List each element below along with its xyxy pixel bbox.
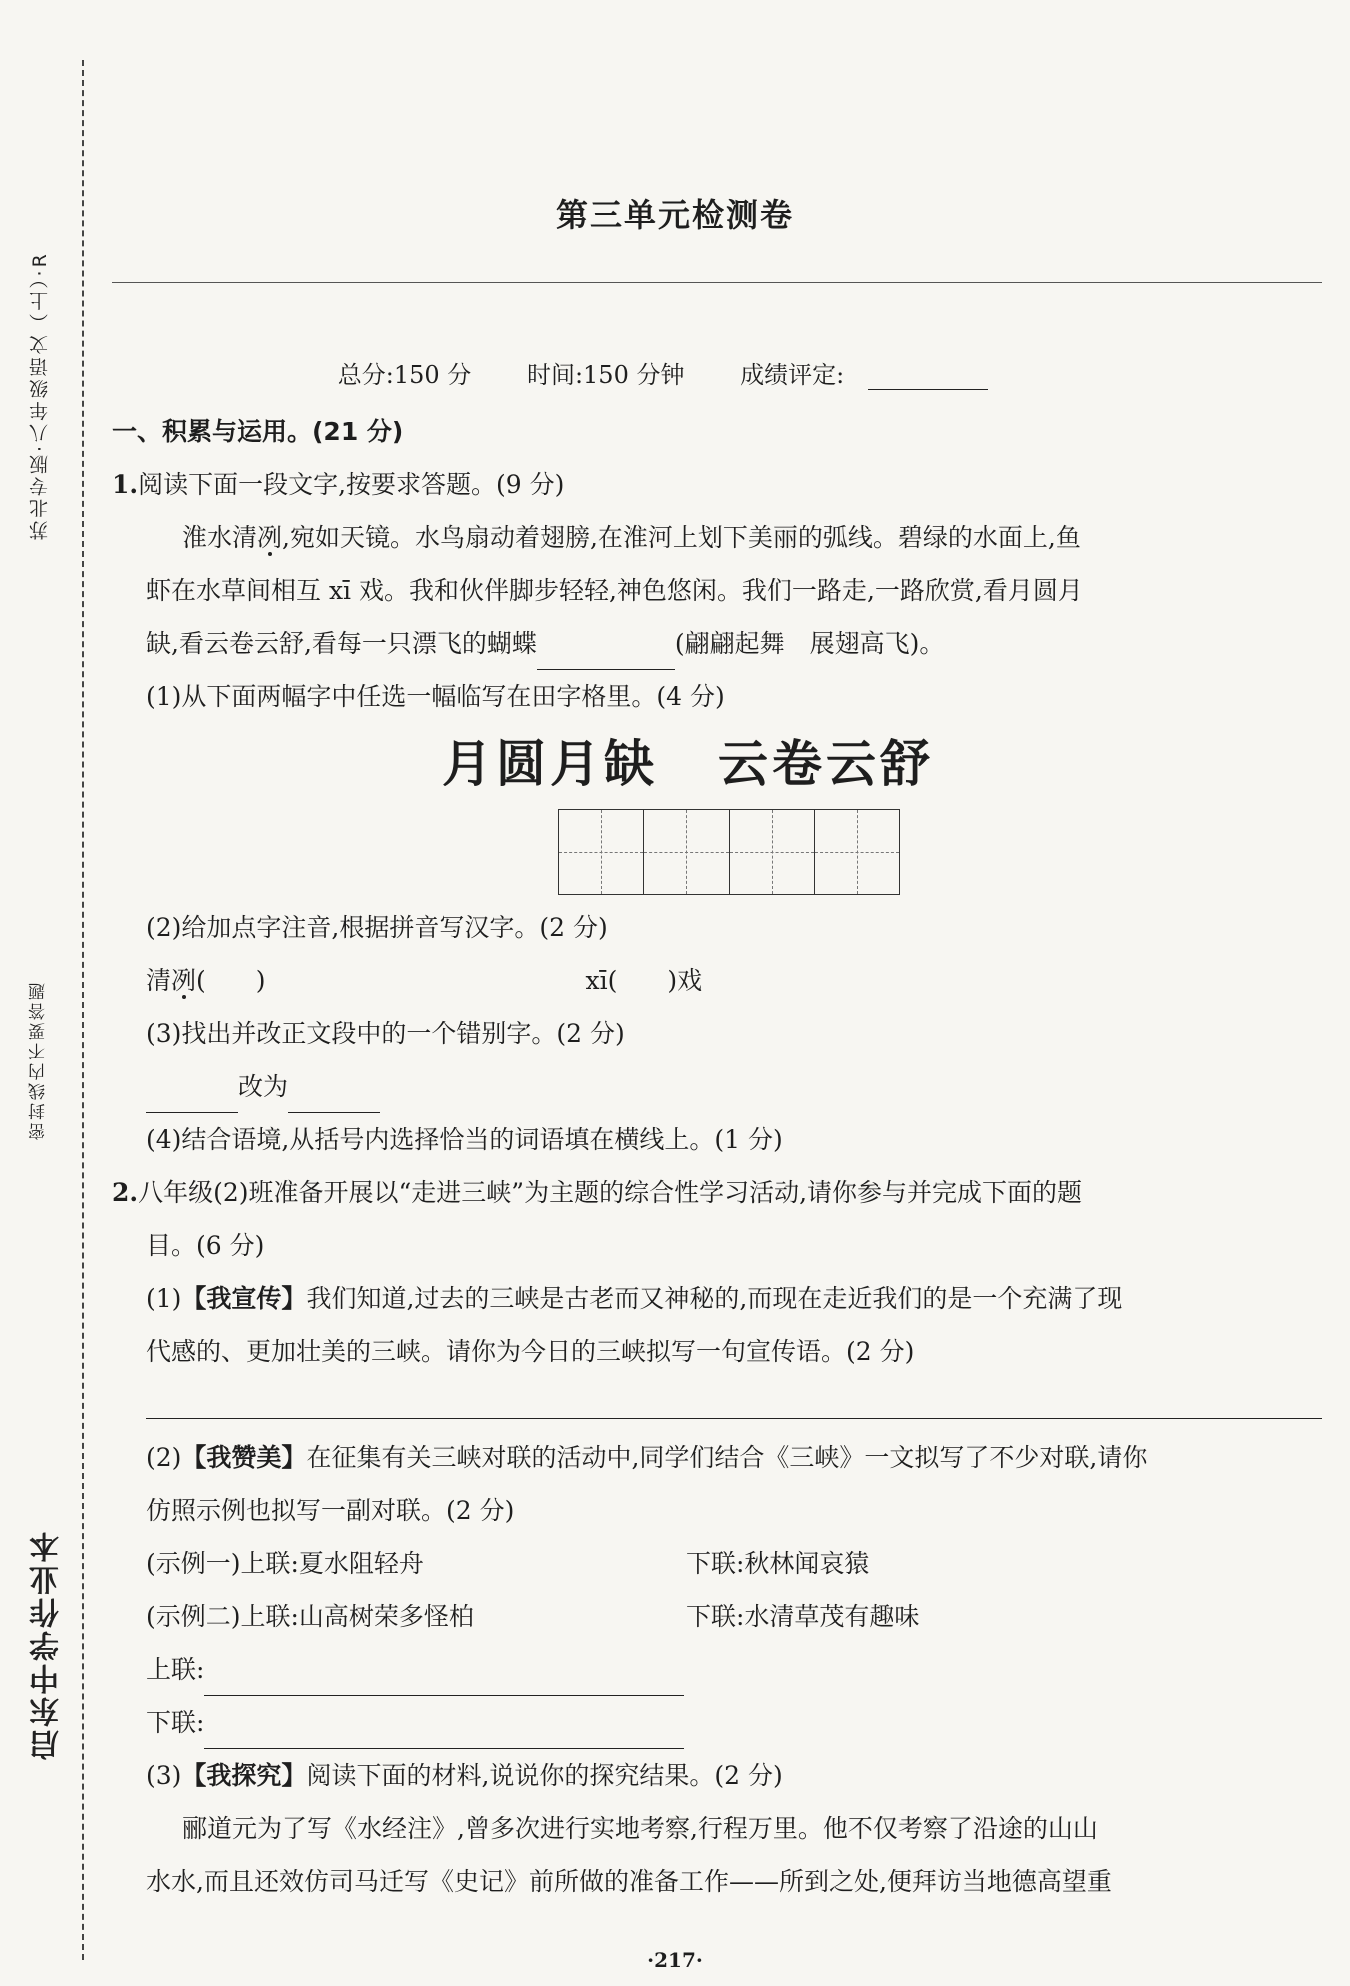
down-blank[interactable] [204,1722,684,1749]
sub-question [112,1431,1322,1484]
exam-meta [0,355,1350,390]
sub-text: 我们知道,过去的三峡是古老而又神秘的,而现在走近我们的是一个充满了现 [306,1284,1123,1313]
passage-text: 淮水清 [182,523,258,552]
sub-text: 在征集有关三峡对联的活动中,同学们结合《三峡》一文拟写了不少对联,请你 [306,1443,1148,1472]
passage-line: 虾在水草间相互 xī 戏。我和伙伴脚步轻轻,神色悠闲。我们一路走,一路欣赏,看月圆月 [146,576,1083,605]
sub-tag: 【我探究】 [181,1761,307,1790]
correction-row [112,1060,1322,1113]
question-1 [112,458,1322,511]
tianzige-grid[interactable] [558,809,900,895]
page-number: ·217· [647,1948,703,1972]
sub-question [112,1749,1322,1802]
question-text: 八年级(2)班准备开展以“走进三峡”为主题的综合性学习活动,请你参与并完成下面的题 [138,1178,1083,1207]
sub-prefix: (1) [146,1284,182,1313]
up-label: 上联: [146,1655,205,1684]
dotted-char: 冽 [171,966,197,995]
down-label: 下联: [146,1708,205,1737]
calligraphy-sample: 云卷云舒 [718,734,934,793]
up-blank[interactable] [204,1669,684,1696]
tianzige-area [112,805,1322,901]
sub-question: (2)给加点字注音,根据拼音写汉字。(2 分) [146,913,608,942]
total-score: 总分:150 分 [337,361,472,389]
binding-dashed-line [82,60,84,1960]
page-title: 第三单元检测卷 [555,196,794,234]
sub-text: 阅读下面的材料,说说你的探究结果。(2 分) [306,1761,783,1790]
couplet-answer-down [112,1696,1322,1749]
pinyin-answers [112,954,1322,1007]
calligraphy-samples [112,723,1322,805]
passage-line [112,617,1322,670]
dotted-char: 冽 [257,523,283,552]
sub-question: (1)从下面两幅字中任选一幅临写在田字格里。(4 分) [146,682,725,711]
grid-cell[interactable] [644,810,729,894]
sub-text: 代感的、更加壮美的三峡。请你为今日的三峡拟写一句宣传语。(2 分) [146,1337,915,1366]
example-up: (示例一)上联:夏水阻轻舟 [146,1549,424,1578]
passage-text: 缺,看云卷云舒,看每一只漂飞的蝴蝶 [146,629,537,658]
question-2 [112,1166,1322,1219]
question-number: 1. [112,470,139,499]
pinyin-answer[interactable]: xī( )戏 [585,966,703,995]
correction-label: 改为 [238,1072,289,1101]
fill-blank[interactable] [537,643,675,670]
sub-prefix: (3) [146,1761,182,1790]
couplet-example [112,1537,1322,1590]
example-down: 下联:水清草茂有趣味 [686,1602,920,1631]
couplet-example [112,1590,1322,1643]
question-text: 阅读下面一段文字,按要求答题。(9 分) [138,470,565,499]
material-line: 水水,而且还效仿司马迁写《史记》前所做的准备工作——所到之处,便拜访当地德高望重 [146,1867,1112,1896]
grade-blank[interactable] [868,363,988,390]
question-number: 2. [112,1178,139,1207]
material-line: 郦道元为了写《水经注》,曾多次进行实地考察,行程万里。他不仅考察了沿途的山山 [182,1814,1098,1843]
seal-notice: 密封线内不要答题 [29,980,49,1140]
answer-line[interactable] [112,1378,1322,1431]
answer-prefix: 清 [146,966,172,995]
couplet-answer-up [112,1643,1322,1696]
question-text: 目。(6 分) [146,1231,265,1260]
sub-text: 仿照示例也拟写一副对联。(2 分) [146,1496,515,1525]
wrong-char-blank[interactable] [146,1086,238,1113]
correct-char-blank[interactable] [288,1086,380,1113]
grade-field[interactable] [740,361,1012,389]
title-divider [112,282,1322,283]
school-name: 启东中学作业本 [30,1529,65,1760]
sub-tag: 【我宣传】 [181,1284,307,1313]
exam-time: 时间:150 分钟 [526,361,685,389]
sub-tag: 【我赞美】 [181,1443,307,1472]
grade-label: 成绩评定: [740,361,845,389]
grid-cell[interactable] [815,810,899,894]
example-up: (示例二)上联:山高树荣多怪柏 [146,1602,474,1631]
passage-line [112,511,1322,564]
sub-question: (3)找出并改正文段中的一个错别字。(2 分) [146,1019,625,1048]
passage-text: (翩翩起舞 展翅高飞)。 [674,629,945,658]
grid-cell[interactable] [559,810,644,894]
exam-content [112,405,1322,1908]
sub-question [112,1272,1322,1325]
example-down: 下联:秋林闻哀猿 [686,1549,870,1578]
calligraphy-sample: 月圆月缺 [442,734,658,793]
section-heading: 一、积累与运用。(21 分) [112,417,404,446]
sub-question: (4)结合语境,从括号内选择恰当的词语填在横线上。(1 分) [146,1125,783,1154]
sub-prefix: (2) [146,1443,182,1472]
answer-paren[interactable]: ( ) [196,966,266,995]
grid-cell[interactable] [730,810,815,894]
passage-text: ,宛如天镜。水鸟扇动着翅膀,在淮河上划下美丽的弧线。碧绿的水面上,鱼 [282,523,1081,552]
edition-label: 苏北专版·八年级语文（上）·R [29,251,51,540]
